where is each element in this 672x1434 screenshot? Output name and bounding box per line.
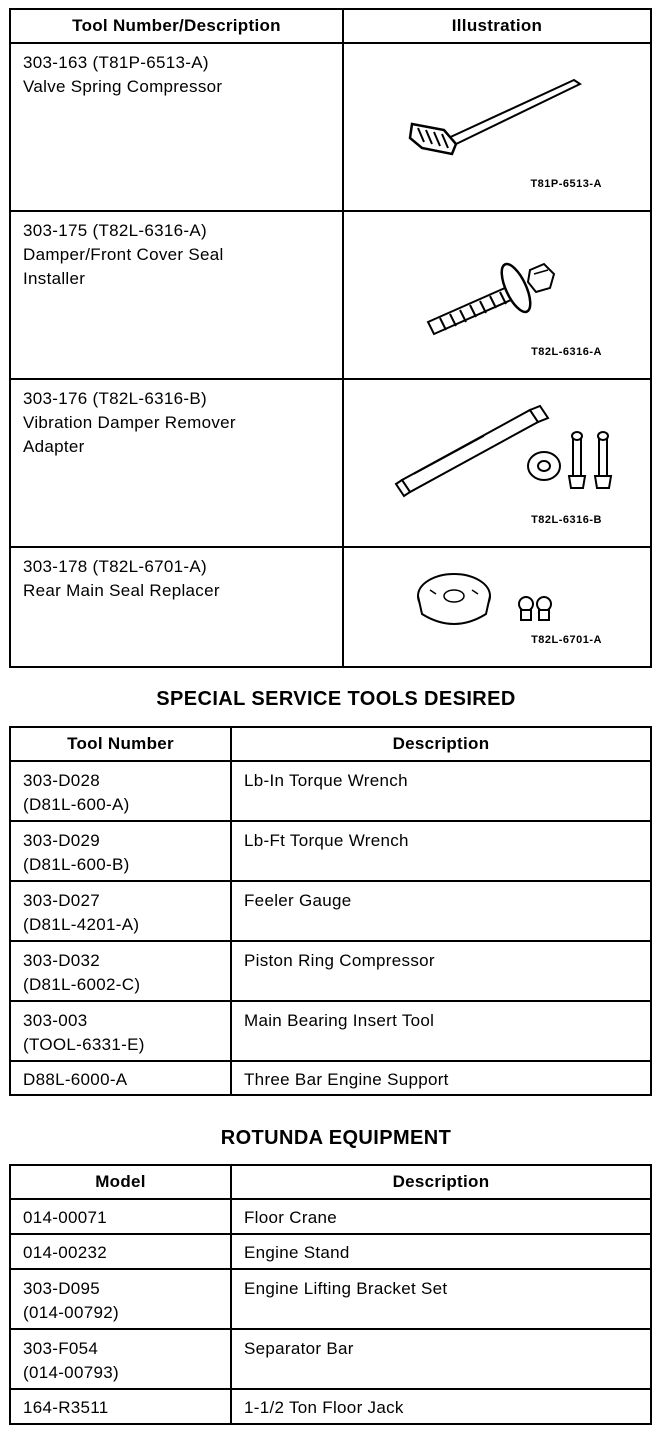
- tool-number: 303-003: [23, 1011, 88, 1030]
- tools-table-header-row: [10, 9, 651, 43]
- tool-description: Lb-In Torque Wrench: [244, 771, 408, 790]
- model-part-number: (014-00793): [23, 1363, 119, 1382]
- tool-number-cell: [10, 881, 231, 941]
- table-row: [10, 1001, 651, 1061]
- tool-illustration-cell: [343, 211, 651, 379]
- tool-name: Valve Spring Compressor: [23, 77, 223, 96]
- tool-part-number: (TOOL-6331-E): [23, 1035, 145, 1054]
- tool-number: 303-176 (T82L-6316-B): [23, 389, 207, 408]
- description-cell: [231, 1234, 651, 1269]
- illustration-code: T81P-6513-A: [530, 178, 602, 190]
- table-row: [10, 1329, 651, 1389]
- model-number: 164-R3511: [23, 1398, 109, 1417]
- tool-illustration-cell: [343, 547, 651, 667]
- tool-number-cell: [10, 1061, 231, 1095]
- tool-description: Three Bar Engine Support: [244, 1070, 449, 1089]
- illustration-code: T82L-6701-A: [531, 634, 602, 646]
- tool-name: Damper/Front Cover Seal: [23, 245, 224, 264]
- description-cell: [231, 1199, 651, 1234]
- table-row: [10, 1234, 651, 1269]
- table-row: [10, 1389, 651, 1424]
- model-number: 014-00232: [23, 1243, 107, 1262]
- tool-description: Main Bearing Insert Tool: [244, 1011, 435, 1030]
- model-cell: [10, 1199, 231, 1234]
- header-description: Description: [231, 1165, 651, 1199]
- tool-description: Piston Ring Compressor: [244, 951, 435, 970]
- tool-name: Rear Main Seal Replacer: [23, 581, 220, 600]
- tool-description: Feeler Gauge: [244, 891, 352, 910]
- tool-number: D88L-6000-A: [23, 1070, 128, 1089]
- tool-number: 303-163 (T81P-6513-A): [23, 53, 209, 72]
- equipment-description: Separator Bar: [244, 1339, 354, 1358]
- tool-part-number: (D81L-4201-A): [23, 915, 140, 934]
- description-cell: [231, 1001, 651, 1061]
- header-illustration: Illustration: [343, 9, 651, 43]
- table-row: [10, 43, 651, 211]
- description-cell: [231, 941, 651, 1001]
- damper-remover-adapter-icon: [344, 380, 650, 546]
- model-cell: [10, 1389, 231, 1424]
- tool-description-cell: [10, 379, 343, 547]
- table-row: [10, 1269, 651, 1329]
- tool-number-cell: [10, 821, 231, 881]
- tool-number: 303-D027: [23, 891, 101, 910]
- header-tool-number: Tool Number: [10, 727, 231, 761]
- table-row: [10, 1199, 651, 1234]
- tool-description-cell: [10, 43, 343, 211]
- table-row: [10, 1061, 651, 1095]
- tool-name-continued: Installer: [23, 269, 86, 288]
- equipment-description: 1-1/2 Ton Floor Jack: [244, 1398, 404, 1417]
- tool-number: 303-175 (T82L-6316-A): [23, 221, 207, 240]
- table-row: [10, 941, 651, 1001]
- equipment-description: Floor Crane: [244, 1208, 338, 1227]
- tool-number: 303-D032: [23, 951, 101, 970]
- tool-description-cell: [10, 547, 343, 667]
- seal-installer-icon: [344, 212, 650, 378]
- rear-main-seal-replacer-icon: [344, 548, 650, 666]
- tool-number: 303-178 (T82L-6701-A): [23, 557, 207, 576]
- table-row: [10, 821, 651, 881]
- illustration-code: T82L-6316-A: [531, 346, 602, 358]
- model-cell: [10, 1269, 231, 1329]
- rotunda-equipment-table: [9, 1164, 652, 1425]
- desired-table-header-row: [10, 727, 651, 761]
- model-cell: [10, 1234, 231, 1269]
- tool-number: 303-D028: [23, 771, 101, 790]
- tool-illustration-cell: [343, 43, 651, 211]
- equipment-description: Engine Lifting Bracket Set: [244, 1279, 448, 1298]
- model-cell: [10, 1329, 231, 1389]
- tool-name: Vibration Damper Remover: [23, 413, 236, 432]
- description-cell: [231, 881, 651, 941]
- model-number: 303-F054: [23, 1339, 99, 1358]
- table-row: [10, 379, 651, 547]
- description-cell: [231, 1269, 651, 1329]
- tool-part-number: (D81L-6002-C): [23, 975, 141, 994]
- description-cell: [231, 1329, 651, 1389]
- equipment-description: Engine Stand: [244, 1243, 350, 1262]
- tool-description-cell: [10, 211, 343, 379]
- tool-number-cell: [10, 761, 231, 821]
- desired-tools-table: [9, 726, 652, 1096]
- table-row: [10, 761, 651, 821]
- rotunda-table-header-row: [10, 1165, 651, 1199]
- header-tool-description: Tool Number/Description: [10, 9, 343, 43]
- table-row: [10, 211, 651, 379]
- tool-number: 303-D029: [23, 831, 101, 850]
- header-description: Description: [231, 727, 651, 761]
- tool-part-number: (D81L-600-B): [23, 855, 130, 874]
- tool-number-cell: [10, 941, 231, 1001]
- table-row: [10, 547, 651, 667]
- description-cell: [231, 761, 651, 821]
- section-title-desired: SPECIAL SERVICE TOOLS DESIRED: [156, 688, 516, 710]
- model-part-number: (014-00792): [23, 1303, 119, 1322]
- model-number: 303-D095: [23, 1279, 101, 1298]
- model-number: 014-00071: [23, 1208, 107, 1227]
- tool-name-continued: Adapter: [23, 437, 85, 456]
- tool-description: Lb-Ft Torque Wrench: [244, 831, 409, 850]
- tool-part-number: (D81L-600-A): [23, 795, 130, 814]
- tool-number-cell: [10, 1001, 231, 1061]
- description-cell: [231, 821, 651, 881]
- valve-spring-compressor-icon: [344, 44, 650, 210]
- section-title-rotunda: ROTUNDA EQUIPMENT: [220, 1127, 452, 1149]
- table-row: [10, 881, 651, 941]
- header-model: Model: [10, 1165, 231, 1199]
- tools-table: [9, 8, 652, 668]
- description-cell: [231, 1061, 651, 1095]
- description-cell: [231, 1389, 651, 1424]
- illustration-code: T82L-6316-B: [531, 514, 602, 526]
- tool-illustration-cell: [343, 379, 651, 547]
